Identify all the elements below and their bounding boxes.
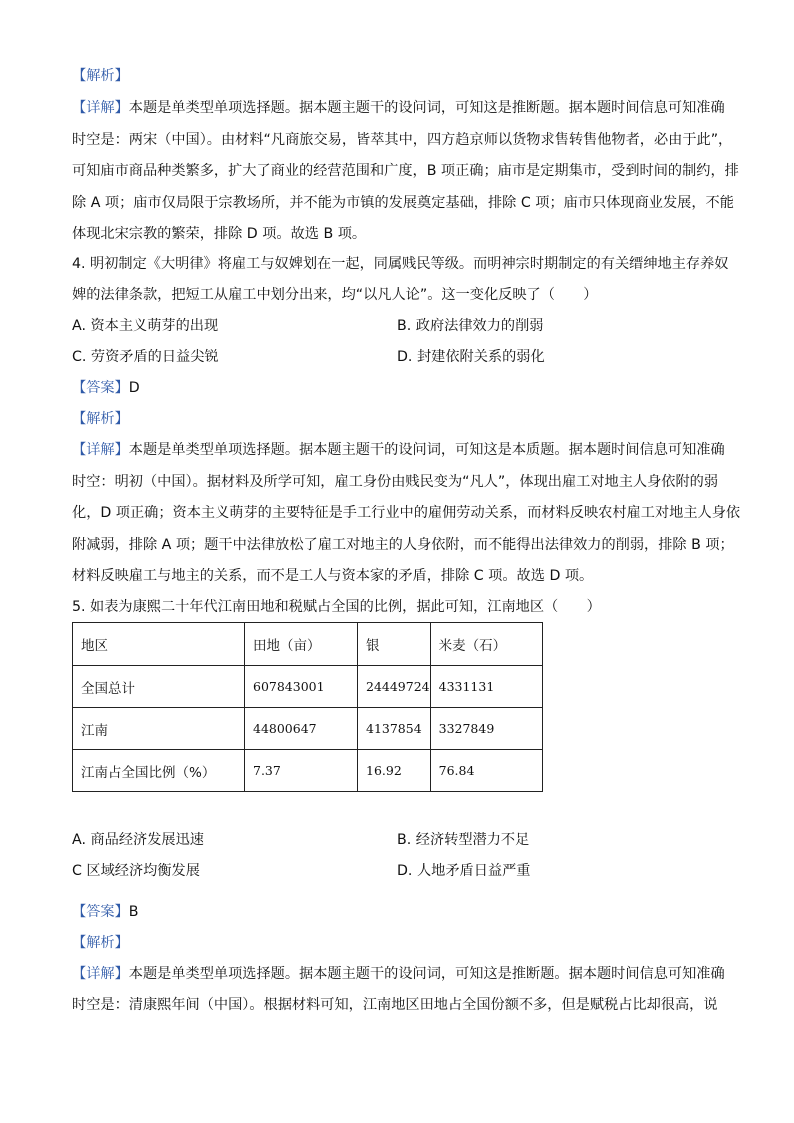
table-cell: 24449724 [358, 666, 431, 708]
table-header-cell: 地区 [73, 623, 245, 666]
table-cell: 76.84 [430, 750, 542, 792]
q3-detail-line-5: 体现北宋宗教的繁荣，排除 D 项。故选 B 项。 [72, 226, 367, 242]
q5-option-c: C 区域经济均衡发展 [72, 863, 200, 879]
q4-stem-line-1: 4. 明初制定《大明律》将雇工与奴婢划在一起，同属贱民等级。而明神宗时期制定的有关缙绅地主存养奴 [72, 256, 729, 272]
table-cell: 7.37 [245, 750, 358, 792]
q5-detail-line-2: 时空是：清康熙年间（中国）。根据材料可知，江南地区田地占全国份额不多，但是赋税占比却很高，说 [72, 997, 718, 1013]
q4-detail-line-3: 化，D 项正确；资本主义萌芽的主要特征是手工行业中的雇佣劳动关系，而材料反映农村雇工对地主人身依 [72, 505, 741, 521]
q4-option-d: D. 封建依附关系的弱化 [397, 349, 545, 365]
q3-detail-text: 本题是单类型单项选择题。据本题主题干的设问词，可知这是推断题。据本题时间信息可知准确 [128, 100, 725, 116]
table-header-row [73, 623, 543, 666]
q3-analysis-heading: 【解析】 [72, 68, 129, 84]
q5-option-a: A. 商品经济发展迅速 [72, 832, 204, 848]
q4-detail-label: 【详解】 [72, 442, 129, 458]
q4-detail-line-5: 材料反映雇工与地主的关系，而不是工人与资本家的矛盾，排除 C 项。故选 D 项。 [72, 568, 594, 584]
table-row [73, 708, 543, 750]
table-header-cell: 米麦（石） [430, 623, 542, 666]
table-header-cell: 田地（亩） [245, 623, 358, 666]
table-cell: 4331131 [430, 666, 542, 708]
q5-data-table [72, 622, 543, 792]
q4-detail-line-4: 附减弱，排除 A 项；题干中法律放松了雇工对地主的人身依附，而不能得出法律效力的削弱，排除 B 项； [72, 537, 734, 553]
table-cell: 江南 [73, 708, 245, 750]
table-row [73, 666, 543, 708]
table-cell: 全国总计 [73, 666, 245, 708]
q5-detail-line-1 [72, 964, 725, 984]
q4-answer-value: D [128, 380, 140, 396]
q5-option-b: B. 经济转型潜力不足 [397, 832, 530, 848]
table-cell: 3327849 [430, 708, 542, 750]
table-header-cell: 银 [358, 623, 431, 666]
q3-detail-line-3: 可知庙市商品种类繁多，扩大了商业的经营范围和广度，B 项正确；庙市是定期集市，受到时间的制约，排 [72, 163, 739, 179]
q4-analysis-heading: 【解析】 [72, 411, 129, 427]
q3-detail-line-2: 时空是：两宋（中国）。由材料“凡商旅交易，皆萃其中，四方趋京师以货物求售转售他物者，必由于此”， [72, 132, 733, 148]
table-cell: 16.92 [358, 750, 431, 792]
q4-answer [72, 378, 140, 398]
q4-stem-line-2: 婢的法律条款，把短工从雇工中划分出来，均“以凡人论”。这一变化反映了（ ） [72, 287, 598, 303]
q5-answer-value: B [128, 904, 139, 920]
q4-detail-line-1 [72, 440, 725, 460]
q4-answer-label: 【答案】 [72, 380, 129, 396]
q5-detail-label: 【详解】 [72, 966, 129, 982]
q5-answer-label: 【答案】 [72, 904, 129, 920]
q5-option-d: D. 人地矛盾日益严重 [397, 863, 531, 879]
q3-detail-line-4: 除 A 项；庙市仅局限于宗教场所，并不能为市镇的发展奠定基础，排除 C 项；庙市只体现商业发展，不能 [72, 195, 734, 211]
q3-detail-label: 【详解】 [72, 100, 129, 116]
q5-analysis-heading: 【解析】 [72, 935, 129, 951]
q5-stem: 5. 如表为康熙二十年代江南田地和税赋占全国的比例，据此可知，江南地区（ ） [72, 599, 601, 615]
table-cell: 607843001 [245, 666, 358, 708]
q3-detail-line-1 [72, 98, 725, 118]
table-cell: 44800647 [245, 708, 358, 750]
q5-detail-text: 本题是单类型单项选择题。据本题主题干的设问词，可知这是推断题。据本题时间信息可知准确 [128, 966, 725, 982]
q4-detail-line-2: 时空：明初（中国）。据材料及所学可知，雇工身份由贱民变为“凡人”，体现出雇工对地主人身依附的弱 [72, 474, 719, 490]
table-row [73, 750, 543, 792]
q4-detail-text: 本题是单类型单项选择题。据本题主题干的设问词，可知这是本质题。据本题时间信息可知准确 [128, 442, 725, 458]
table-cell: 江南占全国比例（%） [73, 750, 245, 792]
q5-answer [72, 902, 139, 922]
table-cell: 4137854 [358, 708, 431, 750]
q4-option-c: C. 劳资矛盾的日益尖锐 [72, 349, 219, 365]
q4-option-a: A. 资本主义萌芽的出现 [72, 318, 219, 334]
q4-option-b: B. 政府法律效力的削弱 [397, 318, 544, 334]
